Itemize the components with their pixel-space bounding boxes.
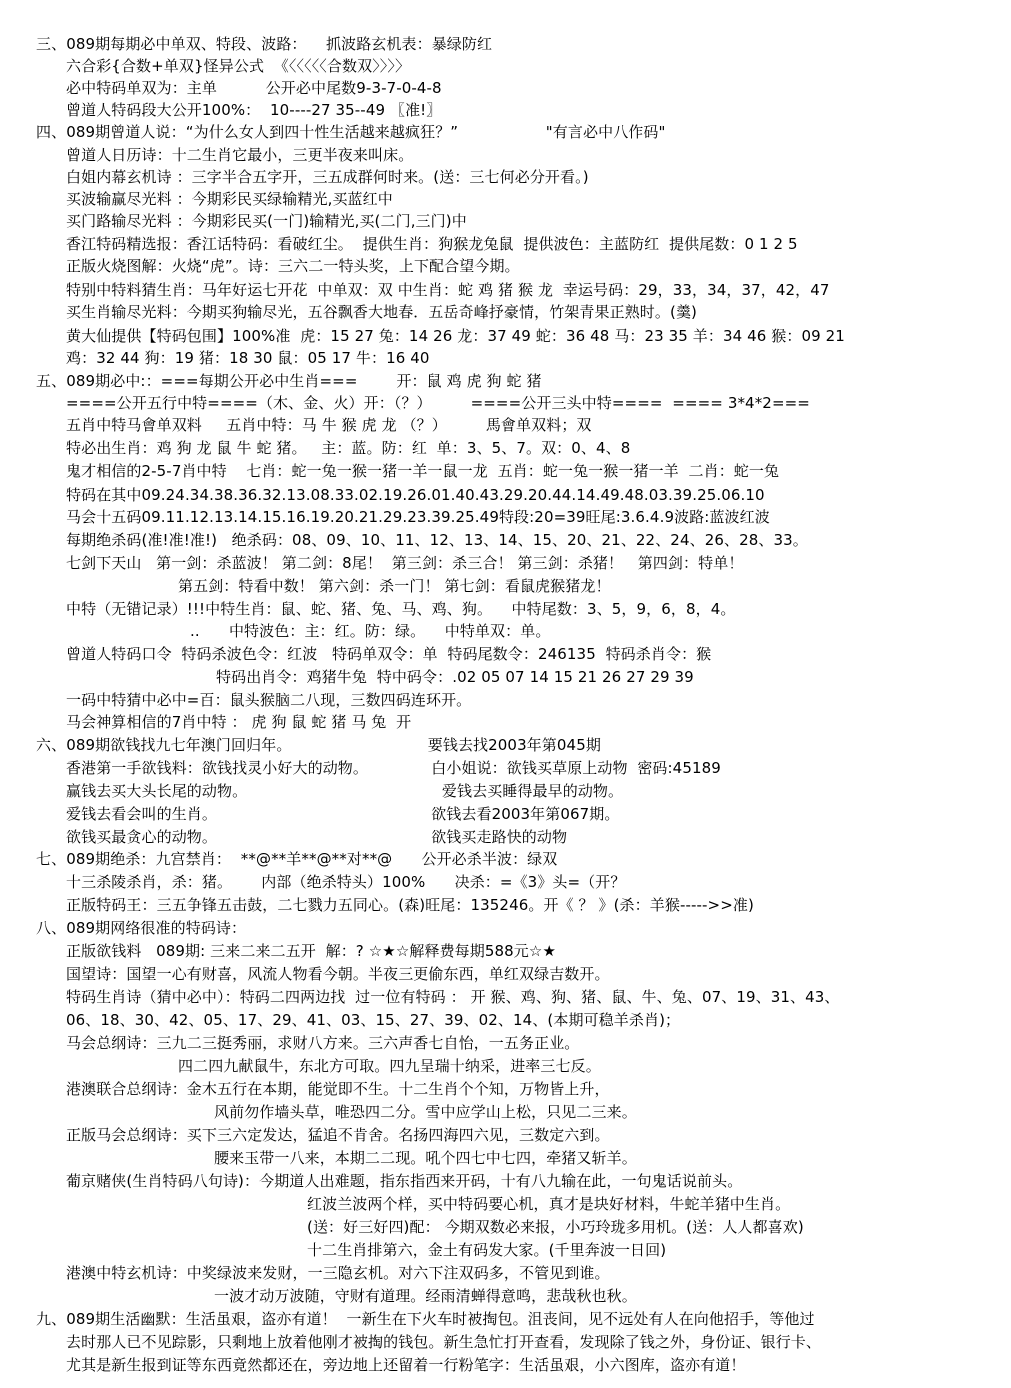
- text-line: 五、089期必中:：===每期公开必中生肖=== 开：鼠 鸡 虎 狗 蛇 猪: [36, 372, 542, 390]
- text-line: 六合彩{合数+单双}怪异公式 《〈〈〈〈〈合数双〉〉〉〉: [66, 57, 411, 75]
- text-line: 一波才动万波随，守财有道理。经雨清蝉得意鸣，悲哉秋也秋。: [214, 1287, 637, 1305]
- text-line: 白姐内幕玄机诗 ：三字半合五字开，三五成群何时来。(送：三七何必分开看。): [66, 168, 589, 186]
- text-line: 国望诗：国望一心有财喜，风流人物看今朝。半夜三更偷东西，单红双绿吉数开。: [66, 965, 610, 983]
- text-line: 尤其是新生报到证等东西竟然都还在，旁边地上还留着一行粉笔字：生活虽艰，小六图库，盗亦有道！: [66, 1356, 746, 1374]
- text-line: 鬼才相信的2-5-7肖中特 七肖：蛇一兔一猴一猪一羊一鼠一龙 五肖：蛇一兔一猴一猪一羊 二肖：蛇一兔: [66, 462, 780, 480]
- text-line: 去时那人已不见踪影，只剩地上放着他刚才被掏的钱包。新生急忙打开查看，发现除了钱之外，身份证、银行卡、: [66, 1333, 822, 1351]
- text-line: 七、089期绝杀：九宫禁肖： **@**羊**@**对**@ 公开必杀半波：绿双: [36, 850, 558, 868]
- text-line: .. 中特波色：主：红。防：绿。 中特单双：单。: [190, 622, 551, 640]
- text-line: 十三杀陵杀肖，杀：猪。 内部（绝杀特头）100% 决杀：=《3》头=（开？: [66, 873, 626, 891]
- text-line: 黄大仙提供【特码包围】100%准 虎：15 27 兔：14 26 龙：37 49 蛇：36 48 马：23 35 羊：34 46 猴：09 21: [66, 327, 845, 345]
- text-line: 七剑下天山 第一剑：杀蓝波！ 第二剑：8尾！ 第三剑：杀三合！ 第三剑：杀猪！ 第四剑：特单！: [66, 554, 744, 572]
- text-line: 买波输赢尽光料 ：今期彩民买绿输精光,买蓝红中: [66, 190, 393, 208]
- text-line: 六、089期欲钱找九七年澳门回归年。 要钱去找2003年第045期: [36, 736, 601, 754]
- text-line: 曾道人特码口令 特码杀波色令：红波 特码单双令：单 特码尾数令：246135 特码杀肖令：猴: [66, 645, 712, 663]
- text-line: 一码中特猜中必中=百：鼠头猴脑二八现，三数四码连环开。: [66, 691, 472, 709]
- text-line: 四、089期曾道人说：“为什么女人到四十性生活越来越疯狂？” "有言必中八作码": [36, 123, 666, 141]
- text-line: 正版欲钱料 089期: 三来二来二五开 解：? ☆★☆解释费每期588元☆★: [66, 942, 556, 960]
- text-line: 特码出肖令：鸡猪牛兔 特中码令：.02 05 07 14 15 21 26 27 29 39: [216, 668, 694, 686]
- text-line: 正版马会总纲诗：买下三六定发达，猛追不肯舍。名扬四海四六见，三数定六到。: [66, 1126, 610, 1144]
- text-line: 每期绝杀码(准!准!准!) 绝杀码：08、09、10、11、12、13、14、15、20、21、22、24、26、28、33。: [66, 531, 808, 549]
- text-line: 八、089期网络很准的特码诗：: [36, 919, 247, 937]
- text-line: 鸡：32 44 狗：19 猪：18 30 鼠：05 17 牛：16 40: [66, 349, 430, 367]
- text-line: 港澳联合总纲诗：金木五行在本期，能觉即不生。十二生肖个个知，万物皆上升，: [66, 1080, 610, 1098]
- text-line: 香港第一手欲钱料：欲钱找灵小好大的动物。 白小姐说：欲钱买草原上动物 密码:45189: [66, 759, 721, 777]
- text-line: 06、18、30、42、05、17、29、41、03、15、27、39、02、14、(本期可稳羊杀肖)；: [66, 1011, 681, 1029]
- text-line: 爱钱去看会叫的生肖。 欲钱去看2003年第067期。: [66, 805, 620, 823]
- text-line: 正版特码王：三五争锋五击鼓，二七戮力五同心。(森)旺尾：135246。开《 ？ 》(杀：羊猴----->>准): [66, 896, 754, 914]
- text-line: 葡京赌侠(生肖特码八句诗)：今期道人出难题，指东指西来开码，十有八九输在此，一句鬼话说前头。: [66, 1172, 743, 1190]
- text-line: 马会十五码09.11.12.13.14.15.16.19.20.21.29.23.39.25.49特段:20=39旺尾:3.6.4.9波路:蓝波红波: [66, 508, 770, 526]
- text-line: ====公开五行中特====（木、金、火）开：（？） ====公开三头中特==== ==== 3*4*2===: [66, 394, 810, 412]
- text-line: 马会总纲诗：三九二三挺秀丽，求财八方来。三六声香七自怡，一五务正业。: [66, 1034, 580, 1052]
- text-line: 第五剑：特看中数！ 第六剑：杀一门！ 第七剑：看鼠虎猴猪龙！: [178, 577, 611, 595]
- text-line: 买门路输尽光料 ：今期彩民买(一门)输精光,买(二门,三门)中: [66, 212, 467, 230]
- text-line: 赢钱去买大头长尾的动物。 爱钱去买睡得最早的动物。: [66, 782, 624, 800]
- text-line: 三、089期每期必中单双、特段、波路： 抓波路玄机表：暴绿防红: [36, 35, 493, 53]
- text-line: 买生肖输尽光料：今期买狗输尽光，五谷飘香大地春．五岳奇峰抒豪情，竹架青果正熟时。(羹): [66, 303, 698, 321]
- text-line: 正版火烧图解：火烧“虎”。诗：三六二一特头奖，上下配合望今期。: [66, 257, 520, 275]
- text-line: 马会神算相信的7肖中特 ： 虎 狗 鼠 蛇 猪 马 兔 开: [66, 713, 412, 731]
- text-line: 港澳中特玄机诗：中奖绿波来发财，一三隐玄机。对六下注双码多，不管见到谁。: [66, 1264, 610, 1282]
- text-line: (送：好三好四)配： 今期双数必来报，小巧玲珑多用机。(送：人人都喜欢): [307, 1218, 804, 1236]
- text-line: 特码生肖诗（猜中必中）：特码二四两边找 过一位有特码 ： 开 猴、鸡、狗、猪、鼠、牛、兔、07、19、31、43、: [66, 988, 840, 1006]
- text-line: 曾道人特码段大公开100%： 10----27 35--49 〖准!〗: [66, 101, 442, 119]
- text-line: 九、089期生活幽默：生活虽艰，盗亦有道！ 一新生在下火车时被掏包。沮丧间，见不远处有人在向他招手，等他过: [36, 1310, 815, 1328]
- text-line: 特码在其中09.24.34.38.36.32.13.08.33.02.19.26.01.40.43.29.20.44.14.49.48.03.39.25.06.10: [66, 486, 765, 504]
- text-line: 欲钱买最贪心的动物。 欲钱买走路快的动物: [66, 828, 568, 846]
- text-line: 风前勿作墙头草，唯恐四二分。雪中应学山上松，只见二三来。: [214, 1103, 637, 1121]
- text-line: 四二四九献鼠牛，东北方可取。四九呈瑞十纳采，进率三七反。: [178, 1057, 601, 1075]
- text-line: 特必出生肖：鸡 狗 龙 鼠 牛 蛇 猪。 主：蓝。防：红 单：3、5、7。双：0、4、8: [66, 439, 631, 457]
- text-line: 十二生肖排第六，金土有码发大家。(千里奔波一日回): [307, 1241, 667, 1259]
- text-line: 中特（无错记录）!!!中特生肖：鼠、蛇、猪、兔、马、鸡、狗。 中特尾数：3、5，9，6，8，4。: [66, 600, 736, 618]
- text-line: 五肖中特马會单双料 五肖中特：马 牛 猴 虎 龙 （？） 馬會单双料；双: [66, 416, 592, 434]
- text-line: 腰来玉带一八来，本期二二现。吼个四七中七四，牵猪又斩羊。: [214, 1149, 637, 1167]
- text-line: 曾道人日历诗：十二生肖它最小，三更半夜来叫床。: [66, 146, 414, 164]
- text-line: 必中特码单双为：主单 公开必中尾数9-3-7-0-4-8: [66, 79, 442, 97]
- text-line: 香江特码精选报：香江话特码：看破红尘。 提供生肖：狗猴龙兔鼠 提供波色：主蓝防红 提供尾数：0 1 2 5: [66, 235, 798, 253]
- text-line: 红波兰波两个样，买中特码要心机，真才是块好材料，牛蛇羊猪中生肖。: [307, 1195, 791, 1213]
- text-line: 特别中特料猜生肖：马年好运七开花 中单双：双 中生肖：蛇 鸡 猪 猴 龙 幸运号码：29，33，34，37，42，47: [66, 281, 830, 299]
